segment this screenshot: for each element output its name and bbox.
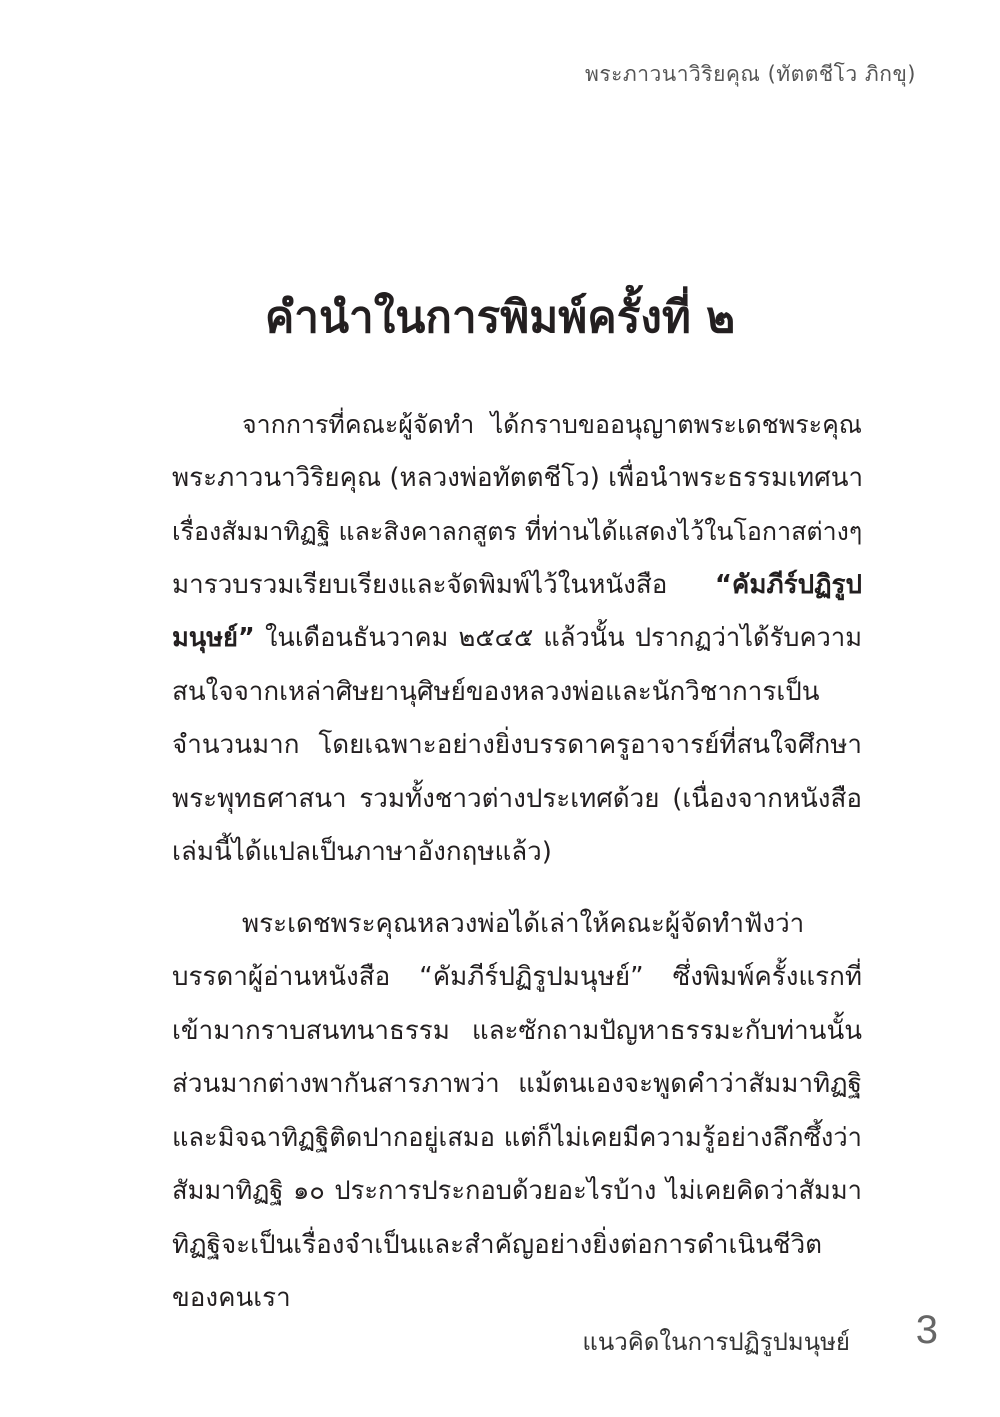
book-title-emphasis: “คัมภีร์ปฏิรูป (714, 569, 862, 600)
paragraph-2 (172, 898, 862, 1326)
text-line: ทิฏฐิจะเป็นเรื่องจำเป็นและสำคัญอย่างยิ่งต่อการดำเนินชีวิต (172, 1229, 823, 1260)
text-line: สนใจจากเหล่าศิษยานุศิษย์ของหลวงพ่อและนักวิชาการเป็น (172, 676, 820, 707)
text-line (172, 612, 862, 666)
text-line: เล่มนี้ได้แปลเป็นภาษาอังกฤษแล้ว) (172, 837, 552, 867)
text-line: เรื่องสัมมาทิฏฐิ และสิงคาลกสูตร ที่ท่านได้แสดงไว้ในโอกาสต่างๆ (172, 517, 863, 546)
text-line: พระพุทธศาสนา รวมทั้งชาวต่างประเทศด้วย (เนื่องจากหนังสือ (172, 783, 862, 814)
text-line: พระเดชพระคุณหลวงพ่อได้เล่าให้คณะผู้จัดทำฟังว่า (242, 908, 805, 939)
body-text (172, 398, 862, 1326)
page-title: คำนำในการพิมพ์ครั้งที่ ๒ (264, 292, 736, 343)
book-title-emphasis: มนุษย์” (172, 623, 255, 653)
text-line: ส่วนมากต่างพากันสารภาพว่า แม้ตนเองจะพูดคำว่าสัมมาทิฏฐิ (172, 1069, 862, 1099)
text-line: ของคนเรา (172, 1283, 291, 1313)
page-number: 3 (915, 1308, 938, 1352)
text-run: ในเดือนธันวาคม ๒๕๔๕ แล้วนั้น ปรากฏว่าได้รับความ (264, 623, 862, 653)
text-line: เข้ามากราบสนทนาธรรม และซักถามปัญหาธรรมะกับท่านนั้น (172, 1015, 862, 1046)
text-line: และมิจฉาทิฏฐิติดปากอยู่เสมอ แต่ก็ไม่เคยมีความรู้อย่างลึกซึ้งว่า (172, 1122, 862, 1153)
text-line: สัมมาทิฏฐิ ๑๐ ประการประกอบด้วยอะไรบ้าง ไม่เคยคิดว่าสัมมา (172, 1176, 862, 1206)
text-line: พระภาวนาวิริยคุณ (หลวงพ่อทัตตชีโว) เพื่อนำพระธรรมเทศนา (172, 462, 864, 493)
paragraph-1 (172, 398, 862, 880)
footer-book-title: แนวคิดในการปฏิรูปมนุษย์ (582, 1328, 850, 1356)
text-line (172, 559, 862, 613)
text-run: มารวบรวมเรียบเรียงและจัดพิมพ์ไว้ในหนังสือ (172, 569, 668, 600)
text-line: จากการที่คณะผู้จัดทำ ได้กราบขออนุญาตพระเดชพระคุณ (242, 410, 862, 439)
text-line: บรรดาผู้อ่านหนังสือ “คัมภีร์ปฏิรูปมนุษย์” ซึ่งพิมพ์ครั้งแรกที่ (172, 962, 862, 992)
text-line: จำนวนมาก โดยเฉพาะอย่างยิ่งบรรดาครูอาจารย์ที่สนใจศึกษา (172, 730, 862, 760)
running-head: พระภาวนาวิริยคุณ (ทัตตชีโว ภิกขุ) (585, 62, 916, 86)
